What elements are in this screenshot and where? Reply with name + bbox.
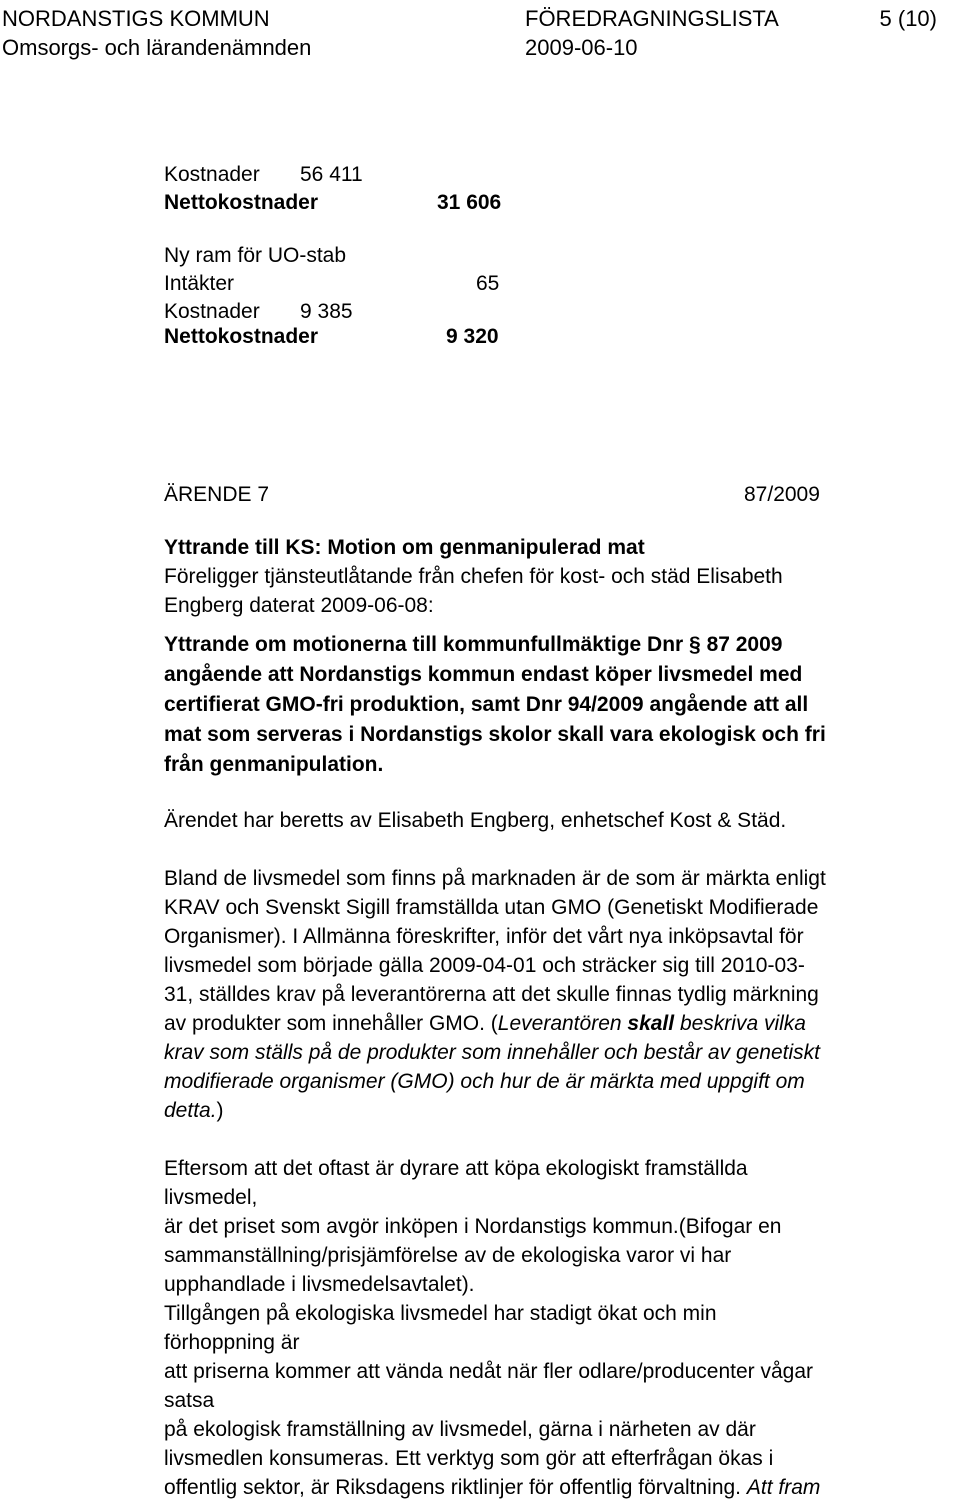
budget-value: 9 320 (446, 325, 499, 348)
body-line (164, 1009, 806, 1038)
arende-title: Yttrande till KS: Motion om genmanipulerad mat (164, 536, 645, 559)
statement-line: mat som serveras i Nordanstigs skolor skall vara ekologisk och fri (164, 723, 826, 746)
body-text: offentlig sektor, är Riksdagens riktlinjer för offentlig förvaltning. (164, 1476, 747, 1499)
statement-line: angående att Nordanstigs kommun endast köper livsmedel med (164, 663, 803, 686)
header-date: 2009-06-10 (525, 35, 638, 60)
body-text-italic: detta. (164, 1099, 217, 1122)
intro-line: Föreligger tjänsteutlåtande från chefen för kost- och städ Elisabeth (164, 565, 783, 588)
body-text-italic: beskriva vilka (674, 1012, 806, 1035)
body-line: Organismer). I Allmänna föreskrifter, inför det vårt nya inköpsavtal för (164, 925, 804, 948)
budget-value: 9 385 (300, 300, 353, 323)
budget-label: Intäkter (164, 272, 235, 295)
body-line: på ekologisk framställning av livsmedel, gärna i närheten av där (164, 1418, 756, 1441)
budget-value: 65 (476, 272, 500, 295)
body-line: livsmedlen konsumeras. Ett verktyg som gör att efterfrågan ökas i (164, 1447, 774, 1470)
body-line: att priserna kommer att vända nedåt när fler odlare/producenter vågar (164, 1360, 814, 1383)
body-line: är det priset som avgör inköpen i Nordanstigs kommun.(Bifogar en (164, 1215, 782, 1238)
header-page-number: 5 (10) (879, 6, 937, 31)
beretts-line: Ärendet har beretts av Elisabeth Engberg, enhetschef Kost & Städ. (164, 809, 787, 832)
budget-label: Kostnader (164, 163, 260, 186)
budget-value: 31 606 (437, 191, 502, 214)
budget-label: Nettokostnader (164, 191, 319, 214)
budget-value: 56 411 (300, 163, 363, 186)
body-text: av produkter som innehåller GMO. ( (164, 1012, 498, 1035)
body-line (164, 1096, 224, 1125)
body-line: livsmedel, (164, 1186, 258, 1209)
body-line: KRAV och Svenskt Sigill framställda utan GMO (Genetiskt Modifierade (164, 896, 819, 919)
body-line: 31, ställdes krav på leverantörerna att det skulle finnas tydlig märkning (164, 983, 819, 1006)
body-line: Eftersom att det oftast är dyrare att köpa ekologiskt framställda (164, 1157, 748, 1180)
budget-section-title: Ny ram för UO-stab (164, 244, 347, 267)
body-text-italic: Leverantören (497, 1012, 628, 1035)
body-line: livsmedel som började gälla 2009-04-01 och sträcker sig till 2010-03- (164, 954, 805, 977)
body-line (164, 1473, 820, 1502)
body-line: Tillgången på ekologiska livsmedel har stadigt ökat och min (164, 1302, 717, 1325)
statement-line: från genmanipulation. (164, 753, 384, 776)
body-text: ) (216, 1099, 224, 1122)
body-line: krav som ställs på de produkter som innehåller och består av genetiskt (164, 1041, 820, 1064)
body-text-bold-italic: skall (627, 1012, 675, 1035)
header-committee: Omsorgs- och lärandenämnden (2, 35, 312, 60)
statement-line: Yttrande om motionerna till kommunfullmäktige Dnr § 87 2009 (164, 633, 783, 656)
statement-line: certifierat GMO-fri produktion, samt Dnr 94/2009 angående att all (164, 693, 809, 716)
body-line: förhoppning är (164, 1331, 300, 1354)
arende-number: 87/2009 (744, 483, 820, 506)
body-line: satsa (164, 1389, 215, 1412)
header-org: NORDANSTIGS KOMMUN (2, 6, 270, 31)
body-line: Bland de livsmedel som finns på marknaden är de som är märkta enligt (164, 867, 826, 890)
arende-label: ÄRENDE 7 (164, 483, 270, 506)
budget-label: Nettokostnader (164, 325, 319, 348)
intro-line: Engberg daterat 2009-06-08: (164, 594, 434, 617)
body-line: sammanställning/prisjämförelse av de ekologiska varor vi har (164, 1244, 732, 1267)
header-doc-type: FÖREDRAGNINGSLISTA (525, 6, 779, 31)
body-line: upphandlade i livsmedelsavtalet). (164, 1273, 475, 1296)
budget-label: Kostnader (164, 300, 260, 323)
body-text-italic: Att fram (746, 1476, 821, 1499)
body-line: modifierade organismer (GMO) och hur de är märkta med uppgift om (164, 1070, 805, 1093)
